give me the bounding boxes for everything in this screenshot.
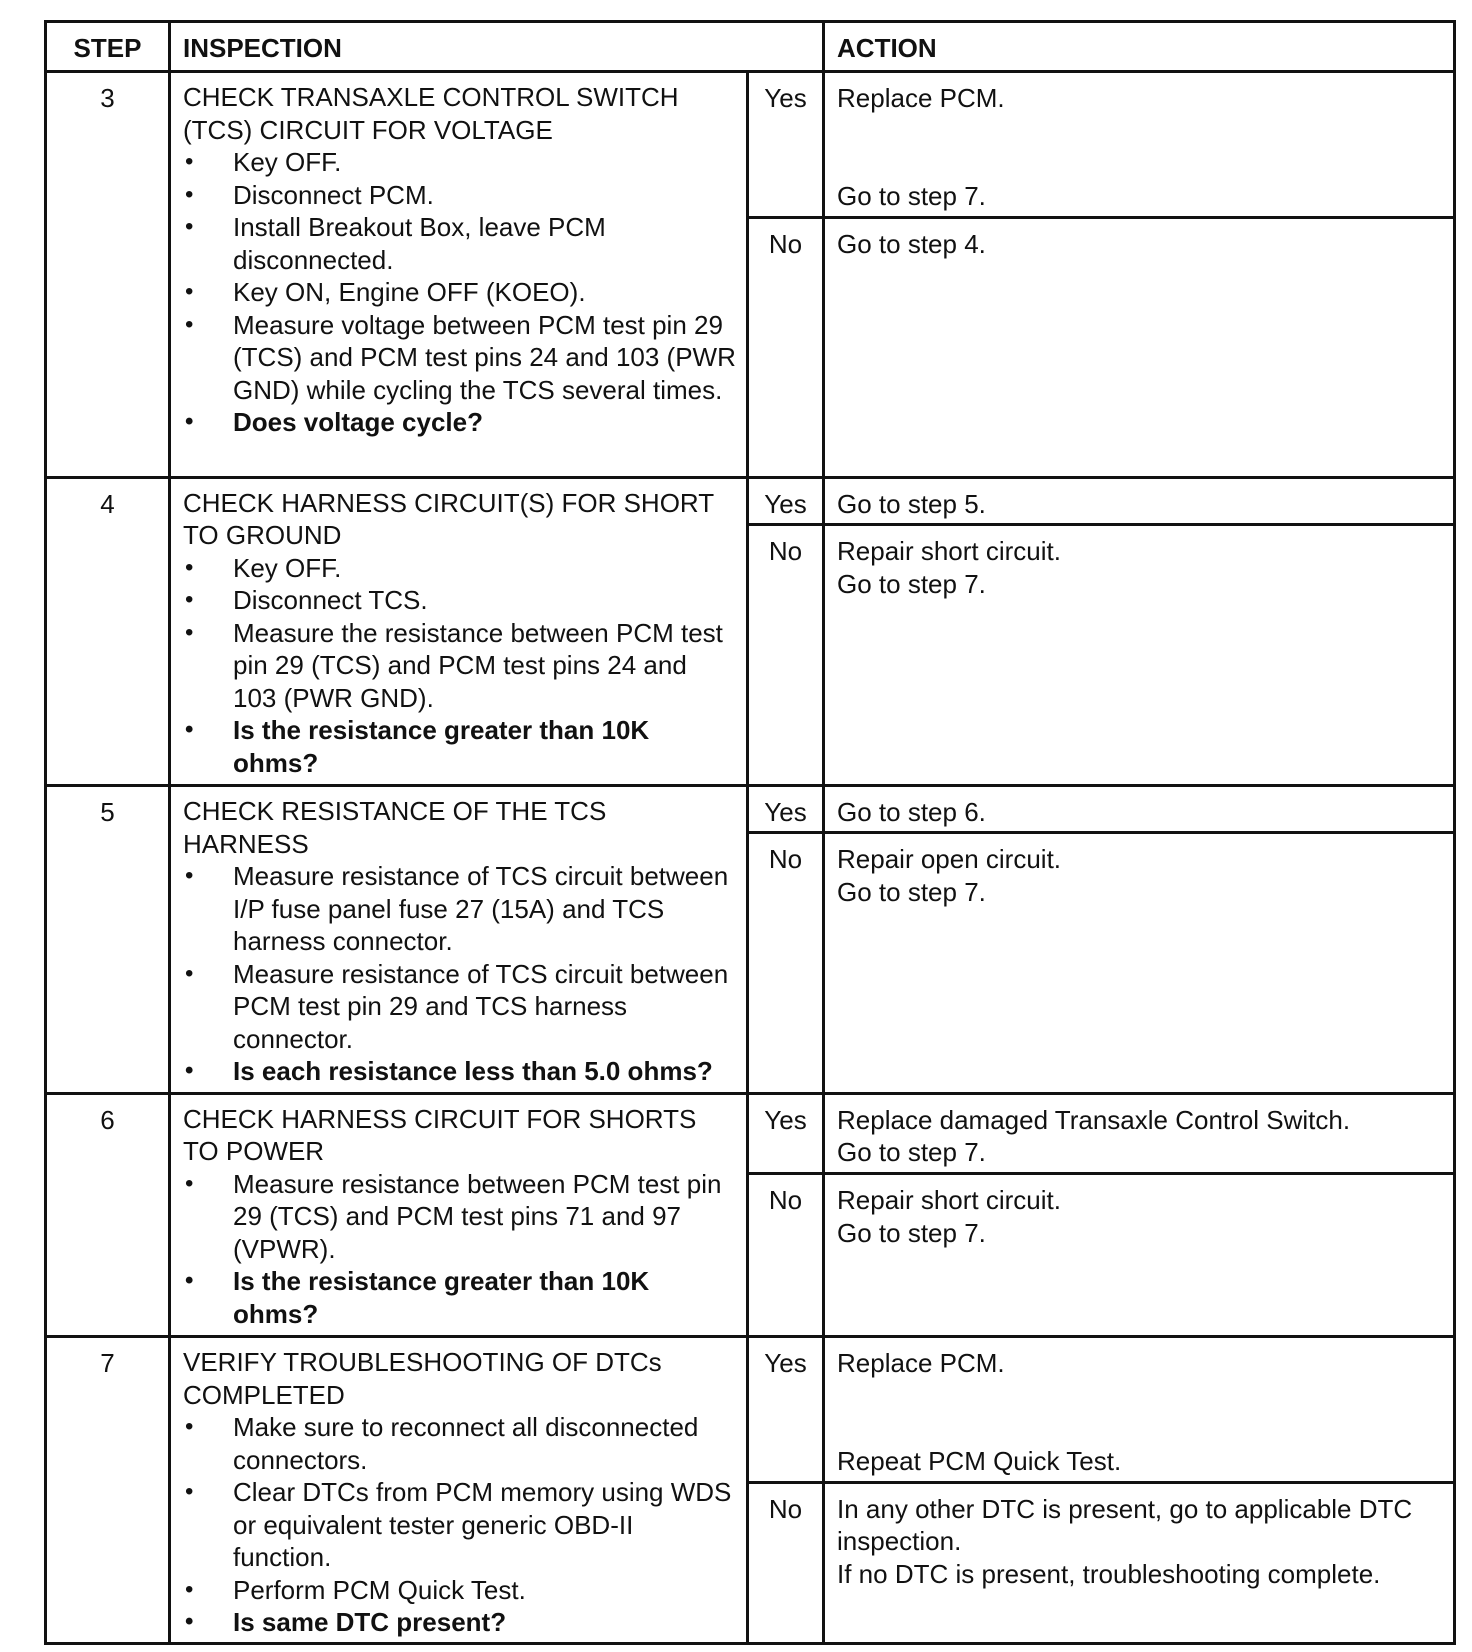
action-line: If no DTC is present, troubleshooting complete.	[837, 1558, 1381, 1589]
no-action	[824, 1174, 1455, 1337]
diagnostic-table-sheet	[44, 20, 1453, 1645]
bullet-item: • Key ON, Engine OFF (KOEO).	[183, 276, 736, 309]
inspection-title: CHECK RESISTANCE OF THE TCS HARNESS	[183, 796, 607, 859]
step-number: 4	[46, 477, 170, 785]
no-label: No	[748, 1482, 824, 1643]
no-label: No	[748, 217, 824, 477]
step-inspection	[170, 1337, 748, 1644]
step-inspection	[170, 477, 748, 785]
yes-action	[824, 786, 1455, 833]
bullet-item: • Disconnect TCS.	[183, 584, 736, 617]
bullet-item: • Measure resistance of TCS circuit between PCM test pin 29 and TCS harness connector.	[183, 958, 736, 1056]
action-line: Go to step 7.	[837, 876, 986, 907]
bullet-item: • Measure the resistance between PCM test pin 29 (TCS) and PCM test pins 24 and 103 (PWR GND).	[183, 617, 736, 715]
action-line: Repeat PCM Quick Test.	[837, 1445, 1122, 1476]
bullet-item: • Measure resistance between PCM test pin 29 (TCS) and PCM test pins 71 and 97 (VPWR).	[183, 1168, 736, 1266]
inspection-question: • Does voltage cycle?	[183, 406, 736, 439]
step-4-yes-row	[46, 477, 1455, 524]
yes-label: Yes	[748, 477, 824, 524]
no-action	[824, 833, 1455, 1093]
no-action	[824, 1482, 1455, 1643]
bullet-item: • Key OFF.	[183, 146, 736, 179]
action-gap	[837, 115, 1443, 180]
step-number: 5	[46, 786, 170, 1093]
yes-action	[824, 1337, 1455, 1482]
step-number: 6	[46, 1093, 170, 1337]
step-inspection	[170, 786, 748, 1093]
action-line: Go to step 7.	[837, 568, 986, 599]
bullet-item: • Perform PCM Quick Test.	[183, 1574, 736, 1607]
action-line: Repair open circuit.	[837, 844, 1062, 875]
no-label: No	[748, 1174, 824, 1337]
yes-label: Yes	[748, 1337, 824, 1482]
bullet-item: • Clear DTCs from PCM memory using WDS or equivalent tester generic OBD-II function.	[183, 1476, 736, 1574]
step-inspection	[170, 1093, 748, 1337]
action-line: Go to step 5.	[837, 488, 986, 519]
inspection-question: • Is each resistance less than 5.0 ohms?	[183, 1055, 736, 1088]
action-line: Go to step 6.	[837, 797, 986, 828]
no-label: No	[748, 833, 824, 1093]
action-line: Go to step 7.	[837, 1137, 986, 1168]
step-number: 7	[46, 1337, 170, 1644]
action-gap	[837, 1380, 1443, 1445]
inspection-title: CHECK HARNESS CIRCUIT FOR SHORTS TO POWER	[183, 1103, 697, 1167]
yes-label: Yes	[748, 72, 824, 217]
action-line: Repair short circuit.	[837, 536, 1061, 566]
inspection-bullets	[183, 146, 736, 439]
inspection-title: VERIFY TROUBLESHOOTING OF DTCs COMPLETED	[183, 1347, 662, 1410]
action-line: Go to step 7.	[837, 1217, 986, 1248]
step-5-yes-row	[46, 786, 1455, 833]
inspection-bullets	[183, 860, 736, 1088]
yes-label: Yes	[748, 786, 824, 833]
step-6-yes-row	[46, 1093, 1455, 1174]
step-inspection	[170, 72, 748, 477]
bullet-item: • Key OFF.	[183, 552, 736, 585]
header-inspection: INSPECTION	[170, 22, 824, 72]
inspection-title: CHECK TRANSAXLE CONTROL SWITCH (TCS) CIRCUIT FOR VOLTAGE	[183, 82, 679, 145]
action-line: In any other DTC is present, go to applicable DTC inspection.	[837, 1493, 1413, 1557]
step-number: 3	[46, 72, 170, 477]
action-line: Replace PCM.	[837, 1348, 1005, 1379]
action-line: Replace PCM.	[837, 83, 1005, 114]
action-line: Replace damaged Transaxle Control Switch.	[837, 1104, 1351, 1135]
inspection-question: • Is the resistance greater than 10K ohms?	[183, 714, 736, 779]
inspection-bullets	[183, 1411, 736, 1639]
yes-action	[824, 1093, 1455, 1174]
diagnostic-table	[44, 20, 1456, 1645]
no-label: No	[748, 525, 824, 786]
bullet-item: • Measure voltage between PCM test pin 29 (TCS) and PCM test pins 24 and 103 (PWR GND) while cycling the TCS several times.	[183, 309, 736, 407]
action-line: Go to step 7.	[837, 180, 986, 211]
yes-action	[824, 72, 1455, 217]
header-step: STEP	[46, 22, 170, 72]
inspection-bullets	[183, 552, 736, 780]
inspection-question: • Is same DTC present?	[183, 1606, 736, 1639]
action-line: Go to step 4.	[837, 228, 986, 259]
bullet-item: • Measure resistance of TCS circuit between I/P fuse panel fuse 27 (15A) and TCS harness connector.	[183, 860, 736, 958]
yes-label: Yes	[748, 1093, 824, 1174]
yes-action	[824, 477, 1455, 524]
inspection-question: • Is the resistance greater than 10K ohms?	[183, 1265, 736, 1330]
action-line: Repair short circuit.	[837, 1185, 1061, 1216]
no-action	[824, 217, 1455, 477]
inspection-title: CHECK HARNESS CIRCUIT(S) FOR SHORT TO GROUND	[183, 487, 714, 551]
step-3-yes-row	[46, 72, 1455, 217]
header-row	[46, 22, 1455, 72]
bullet-item: • Make sure to reconnect all disconnected connectors.	[183, 1411, 736, 1476]
bullet-item: • Install Breakout Box, leave PCM disconnected.	[183, 211, 736, 276]
inspection-bullets	[183, 1168, 736, 1331]
bullet-item: • Disconnect PCM.	[183, 179, 736, 212]
step-7-yes-row	[46, 1337, 1455, 1482]
header-action: ACTION	[824, 22, 1455, 72]
no-action	[824, 525, 1455, 786]
